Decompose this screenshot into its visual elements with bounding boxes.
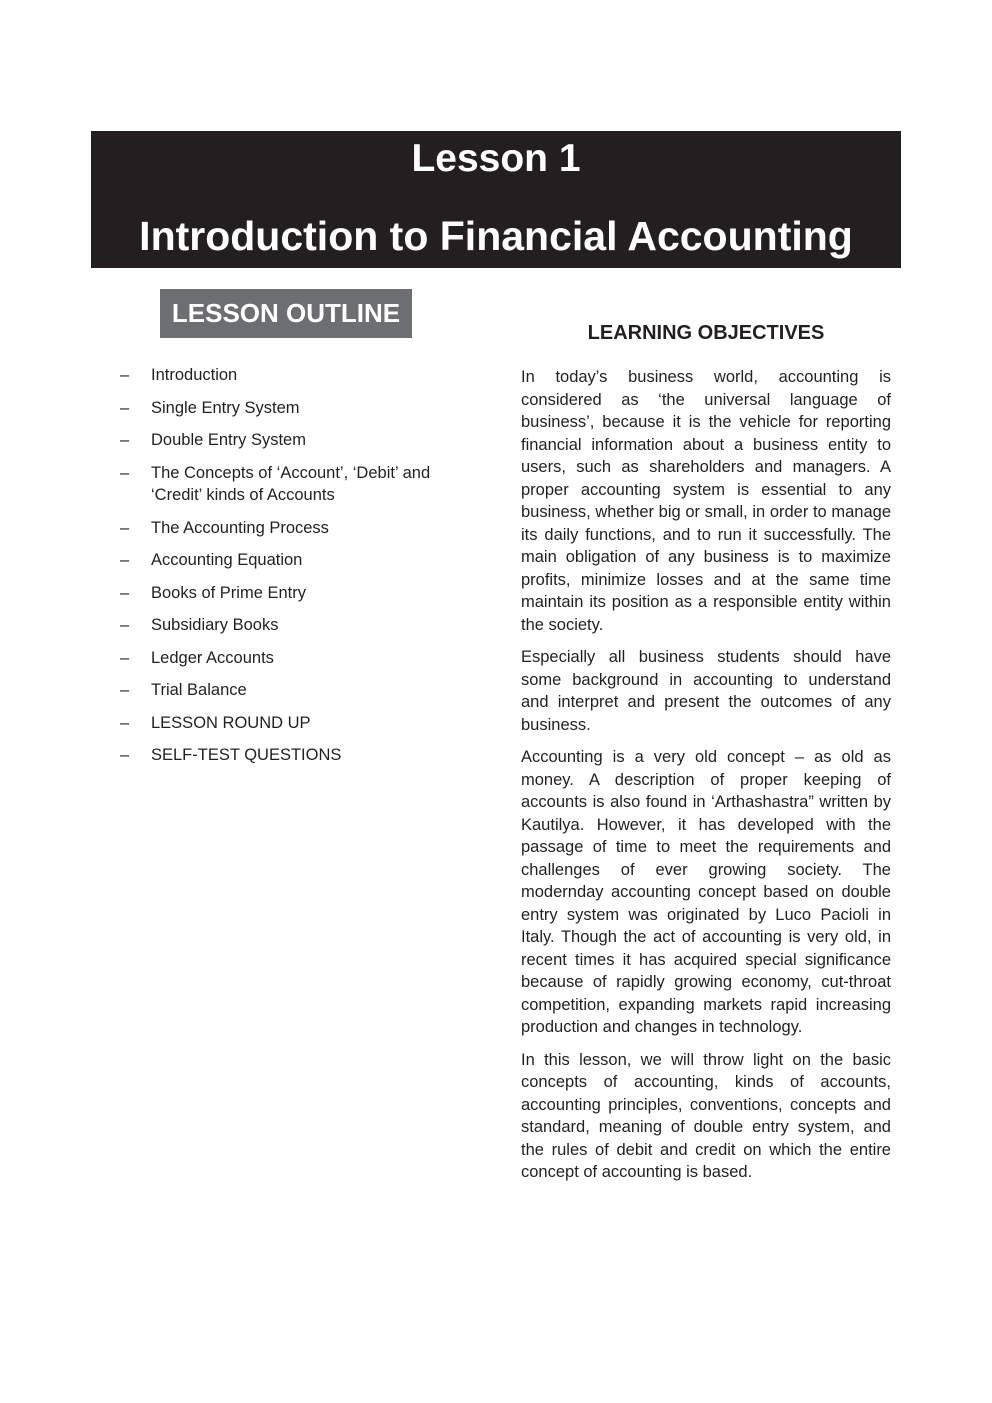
dash-bullet: – <box>120 746 130 764</box>
objectives-paragraph: Accounting is a very old concept – as old as money. A description of proper keeping of accounts is also found in ‘Arthashastra” written by Kautilya. However, it has developed with the passage of time to meet the requirements and challenges of ever growing society. The modernday accounting concept based on double entry system was originated by Luco Pacioli in Italy. Though the act of accounting is very old, in recent times it has acquired special significance because of rapidly growing economy, cut-throat competition, expanding markets rapid increasing production and changes in technology. <box>521 748 891 1036</box>
outline-item-label: Double Entry System <box>151 431 306 449</box>
outline-item-label: Subsidiary Books <box>151 616 279 634</box>
lesson-header <box>91 131 901 268</box>
outline-item-label: The Concepts of ‘Account’, ‘Debit’ and ‘Credit’ kinds of Accounts <box>151 463 431 504</box>
outline-item-label: Ledger Accounts <box>151 648 274 667</box>
dash-bullet: – <box>120 551 130 569</box>
outline-item-label: Single Entry System <box>151 398 300 417</box>
dash-bullet: – <box>120 366 130 384</box>
objectives-paragraph: Especially all business students should have some background in accounting to understand and interpret and present the outcomes of any business. <box>521 648 891 734</box>
dash-bullet: – <box>120 713 130 732</box>
outline-item <box>120 462 460 507</box>
outline-item-label: LESSON ROUND UP <box>151 713 311 732</box>
lesson-outline-heading: LESSON OUTLINE <box>160 289 412 338</box>
outline-item-label: Introduction <box>151 366 238 384</box>
dash-bullet: – <box>120 463 130 482</box>
outline-item <box>120 429 460 452</box>
outline-item <box>120 744 460 767</box>
outline-item-label: Accounting Equation <box>151 551 303 569</box>
lesson-title: Introduction to Financial Accounting <box>139 213 853 259</box>
dash-bullet: – <box>120 518 130 537</box>
dash-bullet: – <box>120 431 130 449</box>
objectives-paragraph: In today’s business world, accounting is considered as ‘the universal language of business’, because it is the vehicle for reporting financial information about a business entity to users, such as shareholders and managers. A proper accounting system is essential to any business, whether big or small, in order to manage its daily functions, and to run it successfully. The main obligation of any business is to maximize profits, minimize losses and at the same time maintain its position as a responsible entity within the society. <box>521 368 891 634</box>
outline-item <box>120 582 460 605</box>
outline-item <box>120 397 460 420</box>
outline-item-label: The Accounting Process <box>151 518 329 537</box>
outline-item <box>120 517 460 540</box>
outline-item <box>120 364 460 387</box>
outline-item-label: SELF-TEST QUESTIONS <box>151 746 342 764</box>
dash-bullet: – <box>120 616 130 634</box>
dash-bullet: – <box>120 583 130 602</box>
lesson-outline-list <box>120 364 460 777</box>
learning-objectives-body <box>521 366 891 1194</box>
dash-bullet: – <box>120 398 130 417</box>
outline-item <box>120 712 460 735</box>
outline-item-label: Books of Prime Entry <box>151 583 306 602</box>
dash-bullet: – <box>120 648 130 667</box>
learning-objectives-heading: LEARNING OBJECTIVES <box>587 322 825 344</box>
outline-item-label: Trial Balance <box>151 681 247 699</box>
dash-bullet: – <box>120 681 130 699</box>
lesson-number: Lesson 1 <box>411 137 581 180</box>
outline-item <box>120 549 460 572</box>
outline-item <box>120 679 460 702</box>
outline-item <box>120 614 460 637</box>
outline-item <box>120 647 460 670</box>
objectives-paragraph: In this lesson, we will throw light on the basic concepts of accounting, kinds of accounts, accounting principles, conventions, concepts and standard, meaning of double entry system, and the rules of debit and credit on which the entire concept of accounting is based. <box>521 1050 891 1181</box>
